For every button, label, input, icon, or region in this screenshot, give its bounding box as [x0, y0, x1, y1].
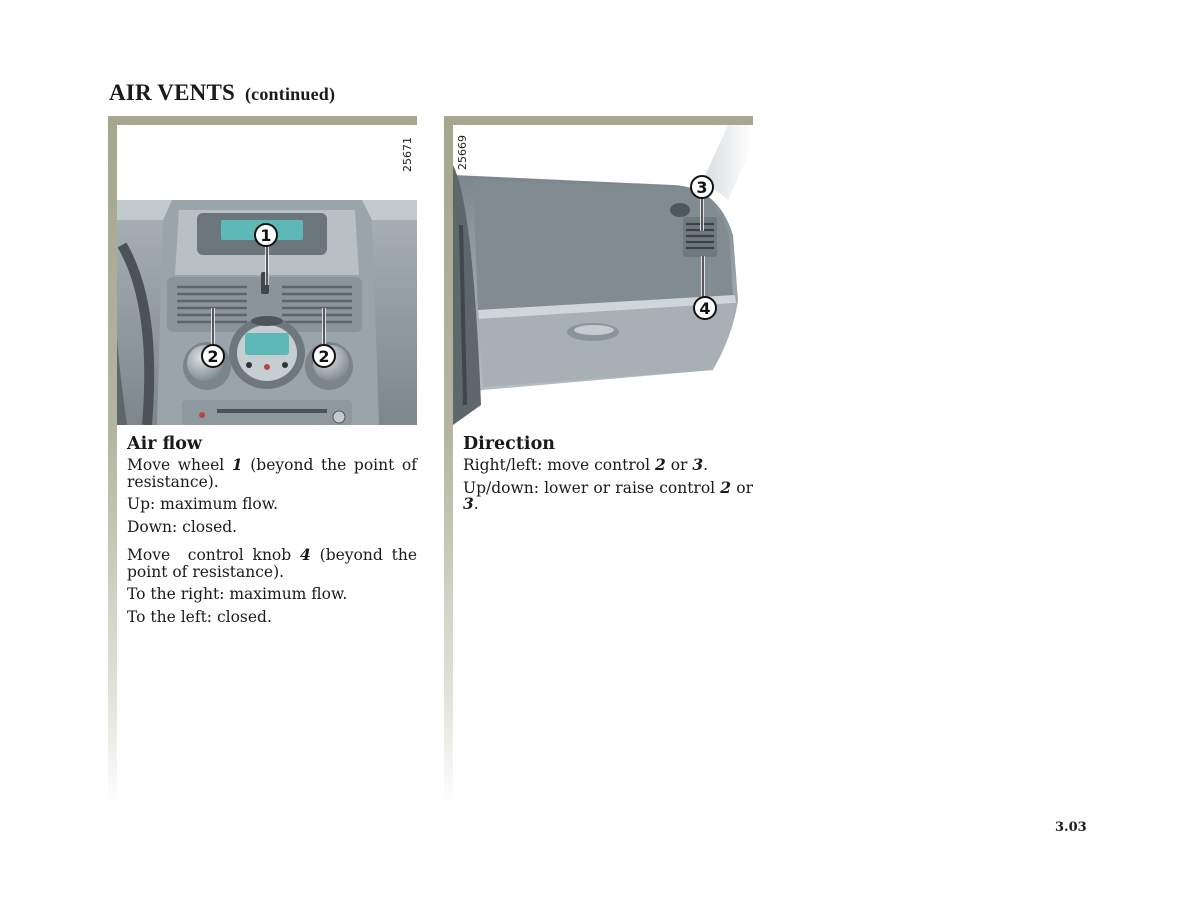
instruction-paragraph	[127, 545, 422, 581]
page-title-sub: (continued)	[244, 84, 336, 104]
left-column	[108, 116, 422, 806]
instruction-paragraph	[463, 477, 753, 513]
text-run: .	[703, 456, 709, 474]
section-heading: Air flow	[127, 434, 202, 454]
callout-2-left-marker	[202, 345, 224, 367]
air-flow-section	[127, 434, 422, 631]
page-number: 3.03	[1055, 820, 1087, 835]
control-reference: 2	[654, 455, 666, 474]
callout-label: 2	[207, 347, 219, 366]
column-top-bar	[108, 116, 417, 125]
figure-code: 25669	[456, 135, 469, 170]
text-run: (beyond the point of resistance).	[127, 546, 422, 581]
right-column	[444, 116, 753, 806]
text-run: Up: maximum flow.	[127, 495, 279, 513]
side-vent-figure	[453, 125, 753, 425]
text-run: .	[473, 495, 479, 513]
control-reference: 2	[720, 477, 732, 497]
instruction-paragraph	[127, 496, 417, 513]
side-vent-illustration	[453, 125, 753, 425]
instruction-paragraph	[127, 519, 417, 536]
direction-section	[463, 434, 753, 519]
section-heading: Direction	[463, 434, 555, 454]
text-run: Move control knob	[127, 546, 301, 564]
text-run: Up/down: lower or raise control	[463, 478, 721, 497]
figure-code: 25671	[401, 137, 414, 172]
callout-4-marker	[694, 297, 716, 319]
text-run: To the left: closed.	[127, 607, 272, 626]
text-run: (beyond the point of resistance).	[127, 456, 417, 491]
callout-1-marker	[255, 224, 277, 246]
callout-label: 1	[260, 226, 272, 245]
column-top-bar	[444, 116, 753, 125]
callout-2-right-marker	[313, 345, 335, 367]
center-console-illustration	[117, 125, 417, 425]
control-reference: 4	[300, 545, 311, 564]
instruction-paragraph	[127, 457, 417, 490]
control-reference: 1	[231, 455, 243, 474]
text-run: or	[731, 478, 753, 497]
callout-label: 3	[696, 178, 708, 197]
column-side-bar	[108, 125, 117, 806]
text-run: Down: closed.	[127, 517, 238, 536]
page-title-main: AIR VENTS	[109, 80, 235, 105]
callout-label: 4	[699, 299, 711, 318]
page-title	[109, 80, 335, 106]
column-side-bar	[444, 125, 453, 806]
text-run: To the right: maximum flow.	[127, 585, 348, 603]
instruction-paragraph	[463, 457, 753, 474]
callout-3-marker	[691, 176, 713, 198]
text-run: Move wheel	[127, 456, 232, 474]
instruction-paragraph	[127, 609, 417, 626]
text-run: Right/left: move control	[463, 456, 655, 474]
text-run: or	[665, 456, 693, 474]
callout-label: 2	[318, 347, 330, 366]
control-reference: 3	[692, 455, 704, 474]
control-reference: 3	[463, 494, 474, 513]
instruction-paragraph	[127, 586, 417, 603]
center-console-figure	[117, 125, 417, 425]
